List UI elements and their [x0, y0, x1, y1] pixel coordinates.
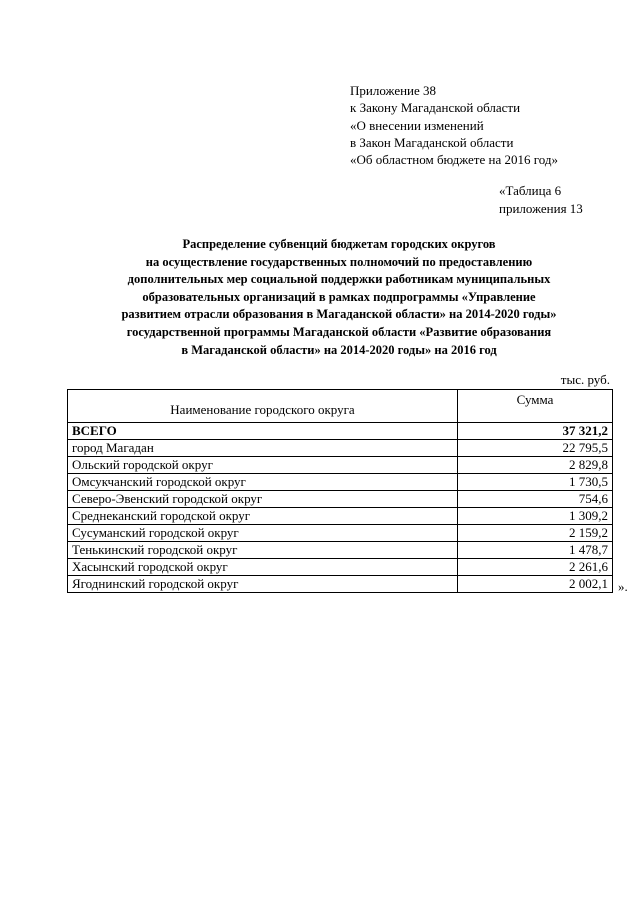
row-value: 1 730,5	[458, 474, 613, 491]
column-header-name: Наименование городского округа	[68, 390, 458, 423]
table-row-total	[68, 423, 613, 440]
table-row	[68, 491, 613, 508]
column-header-sum: Сумма	[458, 390, 613, 423]
table-row	[68, 542, 613, 559]
row-name: Хасынский городской округ	[68, 559, 458, 576]
row-name: Северо-Эвенский городской округ	[68, 491, 458, 508]
title-line: образовательных организаций в рамках подпрограммы «Управление	[142, 289, 536, 304]
table-row	[68, 508, 613, 525]
title-line: государственной программы Магаданской области «Развитие образования	[126, 324, 552, 339]
row-value: 754,6	[458, 491, 613, 508]
units-label: тыс. руб.	[560, 372, 610, 387]
closing-quote-mark: ».	[618, 579, 628, 594]
row-value: 37 321,2	[458, 423, 613, 440]
title-line: на осуществление государственных полномочий по предоставлению	[145, 254, 533, 269]
row-name: Сусуманский городской округ	[68, 525, 458, 542]
appendix-line: Приложение 38	[350, 83, 437, 98]
row-value: 22 795,5	[458, 440, 613, 457]
row-value: 2 261,6	[458, 559, 613, 576]
appendix-line: в Закон Магаданской области	[350, 134, 514, 150]
row-name: Омсукчанский городской округ	[68, 474, 458, 491]
row-value: 2 159,2	[458, 525, 613, 542]
title-line: развитием отрасли образования в Магаданской области» на 2014-2020 годы»	[121, 307, 557, 322]
title-line: дополнительных мер социальной поддержки работникам муниципальных	[127, 272, 551, 287]
table-row	[68, 440, 613, 457]
row-name: Тенькинский городской округ	[68, 542, 458, 559]
title-line: Распределение субвенций бюджетам городских округов	[182, 237, 496, 251]
table-reference-line: «Таблица 6	[499, 183, 562, 198]
row-value: 1 478,7	[458, 542, 613, 559]
row-name: Ольский городской округ	[68, 457, 458, 474]
row-value: 1 309,2	[458, 508, 613, 525]
table-row	[68, 576, 613, 593]
table-header-row	[68, 390, 613, 423]
table-row	[68, 525, 613, 542]
document-title	[66, 236, 612, 359]
row-value: 2 002,1	[458, 576, 613, 593]
appendix-line: «О внесении изменений	[350, 117, 484, 133]
row-name: Среднеканский городской округ	[68, 508, 458, 525]
table-row	[68, 474, 613, 491]
row-value: 2 829,8	[458, 457, 613, 474]
appendix-line: «Об областном бюджете на 2016 год»	[350, 152, 558, 168]
row-name: Ягоднинский городской округ	[68, 576, 458, 593]
table-row	[68, 559, 613, 576]
subventions-table	[67, 389, 613, 593]
row-name: город Магадан	[68, 440, 458, 457]
appendix-header	[350, 82, 630, 168]
row-name: ВСЕГО	[68, 423, 458, 440]
table-reference	[499, 182, 629, 217]
table-reference-line: приложения 13	[499, 200, 583, 216]
table-row	[68, 457, 613, 474]
title-line: в Магаданской области» на 2014-2020 годы» на 2016 год	[181, 342, 497, 357]
appendix-line: к Закону Магаданской области	[350, 100, 521, 116]
